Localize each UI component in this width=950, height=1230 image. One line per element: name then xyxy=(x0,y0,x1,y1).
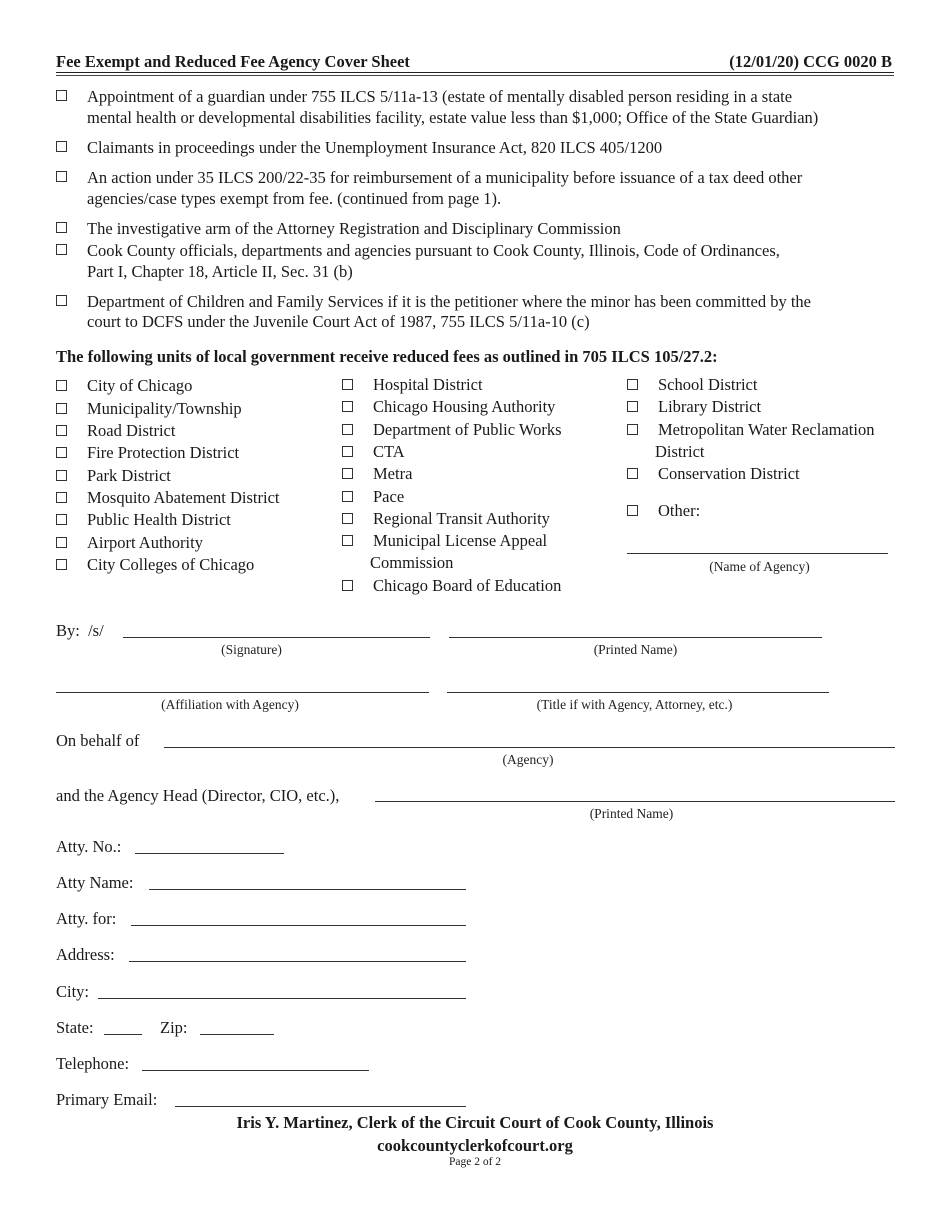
exempt-item-tax-deed: An action under 35 ILCS 200/22-35 for reimbursement of a municipality before issuance of a tax deed other agencies/case types exempt from fee. (continued from page 1). xyxy=(56,167,896,209)
option-mosquito-abatement-district: Mosquito Abatement District xyxy=(56,488,279,508)
option-pace: Pace xyxy=(342,487,404,507)
checkbox[interactable] xyxy=(342,580,353,591)
agency-head-name-field[interactable] xyxy=(375,801,895,802)
checkbox[interactable] xyxy=(627,379,638,390)
option-hospital-district: Hospital District xyxy=(342,375,483,395)
other-agency-name-field[interactable] xyxy=(627,553,888,554)
option-metropolitan-water-reclamation-district: Metropolitan Water Reclamation District xyxy=(627,420,874,462)
agency-caption: (Agency) xyxy=(502,752,554,767)
checkbox[interactable] xyxy=(342,535,353,546)
atty-no-field[interactable] xyxy=(135,853,284,854)
checkbox[interactable] xyxy=(627,468,638,479)
checkbox[interactable] xyxy=(56,403,67,414)
option-public-health-district: Public Health District xyxy=(56,510,231,530)
checkbox[interactable] xyxy=(56,514,67,525)
atty-for-label: Atty. for: xyxy=(56,909,117,928)
exempt-item-dcfs: Department of Children and Family Services if it is the petitioner where the minor has been committed by the court to DCFS under the Juvenile Court Act of 1987, 755 ILCS 5/11a-10 (c) xyxy=(56,291,896,331)
printed-name-field[interactable] xyxy=(449,637,822,638)
title-caption: (Title if with Agency, Attorney, etc.) xyxy=(536,697,733,712)
checkbox[interactable] xyxy=(56,90,67,101)
state-label: State: xyxy=(56,1018,94,1037)
atty-no-label: Atty. No.: xyxy=(56,837,122,856)
agency-field[interactable] xyxy=(164,747,895,748)
exempt-item-unemployment: Claimants in proceedings under the Unemployment Insurance Act, 820 ILCS 405/1200 xyxy=(56,137,896,158)
checkbox[interactable] xyxy=(342,513,353,524)
checkbox[interactable] xyxy=(627,505,638,516)
option-library-district: Library District xyxy=(627,397,761,417)
option-fire-protection-district: Fire Protection District xyxy=(56,443,239,463)
checkbox[interactable] xyxy=(342,424,353,435)
option-cta: CTA xyxy=(342,442,405,462)
telephone-label: Telephone: xyxy=(56,1054,130,1073)
page-number: Page 2 of 2 xyxy=(448,1156,502,1168)
reduced-fees-heading: The following units of local government receive reduced fees as outlined in 705 ILCS 105/27.2: xyxy=(56,347,718,366)
form-id: (12/01/20) CCG 0020 B xyxy=(729,52,892,71)
atty-name-field[interactable] xyxy=(149,889,466,890)
city-label: City: xyxy=(56,982,90,1001)
checkbox[interactable] xyxy=(56,222,67,233)
checkbox[interactable] xyxy=(56,295,67,306)
option-other: Other: xyxy=(627,501,700,521)
state-field[interactable] xyxy=(104,1034,142,1035)
option-regional-transit-authority: Regional Transit Authority xyxy=(342,509,550,529)
option-city-of-chicago: City of Chicago xyxy=(56,376,192,396)
city-field[interactable] xyxy=(98,998,466,999)
checkbox[interactable] xyxy=(342,379,353,390)
exempt-item-guardian: Appointment of a guardian under 755 ILCS 5/11a-13 (estate of mentally disabled person residing in a state mental health or developmental disabilities facility, estate value less than $1,000; Office of the State Guardian) xyxy=(56,86,896,128)
telephone-field[interactable] xyxy=(142,1070,369,1071)
option-municipal-license-appeal-commission: Municipal License Appeal Commission xyxy=(342,531,547,573)
option-school-district: School District xyxy=(627,375,757,395)
checkbox[interactable] xyxy=(342,401,353,412)
option-road-district: Road District xyxy=(56,421,175,441)
agency-head-label: and the Agency Head (Director, CIO, etc.), xyxy=(56,786,340,805)
clerk-name: Iris Y. Martinez, Clerk of the Circuit Court of Cook County, Illinois xyxy=(236,1113,714,1132)
option-city-colleges-of-chicago: City Colleges of Chicago xyxy=(56,555,254,575)
zip-field[interactable] xyxy=(200,1034,274,1035)
checkbox[interactable] xyxy=(56,141,67,152)
option-airport-authority: Airport Authority xyxy=(56,533,203,553)
atty-name-label: Atty Name: xyxy=(56,873,134,892)
checkbox[interactable] xyxy=(56,470,67,481)
option-park-district: Park District xyxy=(56,466,171,486)
agency-head-caption: (Printed Name) xyxy=(589,806,674,821)
address-label: Address: xyxy=(56,945,115,964)
on-behalf-label: On behalf of xyxy=(56,731,140,750)
checkbox[interactable] xyxy=(627,401,638,412)
checkbox[interactable] xyxy=(627,424,638,435)
option-department-of-public-works: Department of Public Works xyxy=(342,420,562,440)
address-field[interactable] xyxy=(129,961,466,962)
checkbox[interactable] xyxy=(56,492,67,503)
checkbox[interactable] xyxy=(342,468,353,479)
option-municipality-township: Municipality/Township xyxy=(56,399,242,419)
checkbox[interactable] xyxy=(56,559,67,570)
checkbox[interactable] xyxy=(56,537,67,548)
title-field[interactable] xyxy=(447,692,829,693)
signature-field[interactable] xyxy=(123,637,430,638)
clerk-website: cookcountyclerkofcourt.org xyxy=(377,1136,573,1155)
exempt-item-ardc: The investigative arm of the Attorney Registration and Disciplinary Commission xyxy=(56,218,896,239)
printed-name-caption: (Printed Name) xyxy=(593,642,678,657)
header-rule-double xyxy=(56,75,894,76)
affiliation-caption: (Affiliation with Agency) xyxy=(161,697,299,712)
header-rule xyxy=(56,72,894,73)
option-chicago-housing-authority: Chicago Housing Authority xyxy=(342,397,555,417)
option-chicago-board-of-education: Chicago Board of Education xyxy=(342,576,561,596)
atty-for-field[interactable] xyxy=(131,925,466,926)
signature-caption: (Signature) xyxy=(221,642,282,657)
other-agency-caption: (Name of Agency) xyxy=(709,559,810,574)
exempt-item-cook-county: Cook County officials, departments and agencies pursuant to Cook County, Illinois, Code of Ordinances, Part I, Chapter 18, Article II, Sec. 31 (b) xyxy=(56,240,896,282)
checkbox[interactable] xyxy=(56,171,67,182)
form-title: Fee Exempt and Reduced Fee Agency Cover Sheet xyxy=(56,52,410,71)
primary-email-label: Primary Email: xyxy=(56,1090,158,1109)
checkbox[interactable] xyxy=(342,446,353,457)
option-conservation-district: Conservation District xyxy=(627,464,800,484)
primary-email-field[interactable] xyxy=(175,1106,466,1107)
checkbox[interactable] xyxy=(56,447,67,458)
checkbox[interactable] xyxy=(342,491,353,502)
by-label: By: /s/ xyxy=(56,621,104,640)
zip-label: Zip: xyxy=(160,1018,188,1037)
affiliation-field[interactable] xyxy=(56,692,429,693)
checkbox[interactable] xyxy=(56,380,67,391)
option-metra: Metra xyxy=(342,464,412,484)
checkbox[interactable] xyxy=(56,244,67,255)
checkbox[interactable] xyxy=(56,425,67,436)
